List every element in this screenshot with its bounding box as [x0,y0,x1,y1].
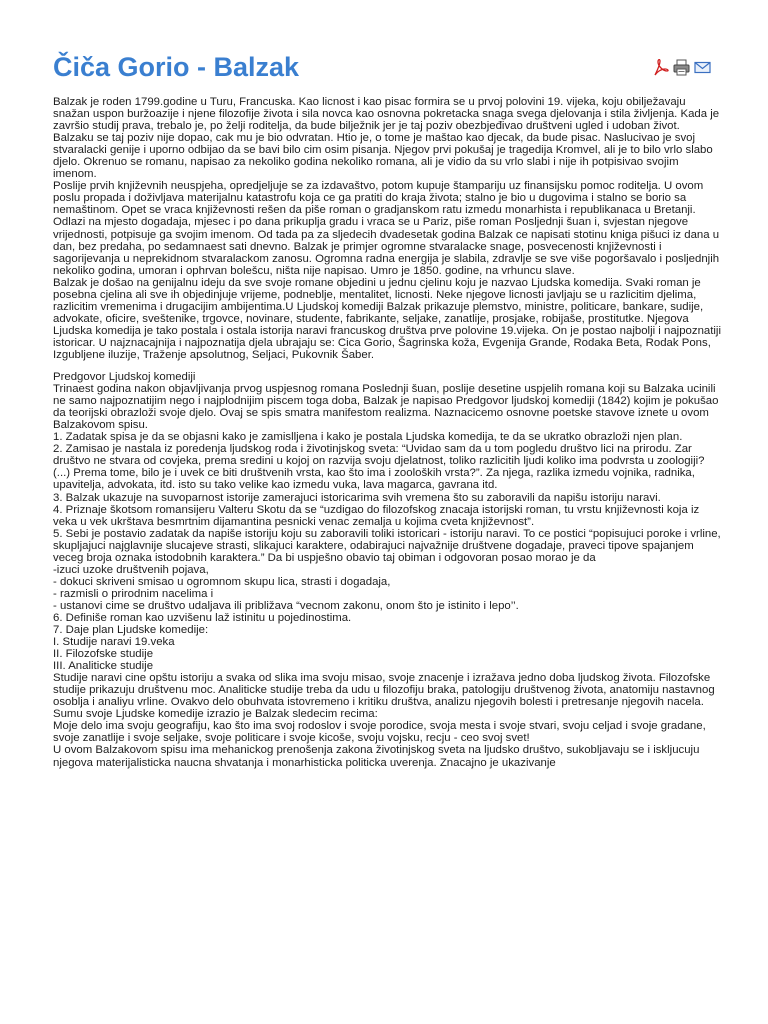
list-item: 1. Zadatak spisa je da se objasni kako je zamislljena i kako je postala Ljudska komedija, te da se ukratko obrazloži njen plan. [53,431,683,444]
paragraph-human-comedy: Balzak je došao na genijalnu ideju da sve svoje romane objedini u jednu cjelinu koju je nazvao Ljudska komedija. Svaki roman je posebna cjelina ali sve ih objedinjuje vrijeme, podneblje, mentalitet, licnosti. Neke njegove licnosti javljaju se u razlicitim djelima, razlicitim vremenima i drugacijim ambijentima.U Ljudskoj komediji Balzak prikazuje plemstvo, ministre, politicare, bankare, sudije, advokate, oficire, sveštenike, trgovce, novinare, studente, fabrikante, seljake, zanatlije, prosjake, robijaše, prostitutke. Njegova Ljudska komedija je tako postala i ostala istorija naravi francuskog društva prve polovine 19.vijeka. On je postao najbolji i najpoznatiji istoricar. U najznacajnija i najpoznatija djela ubrajaju se: Cica Gorio, Šagrinska koža, Evgenija Grande, Rodaka Beta, Rodak Pons, Izgubljene iluzije, Traženje apsolutnog, Seljaci, Pukovnik Šaber. [53,276,721,361]
paragraph-biography: Balzak je roden 1799.godine u Turu, Francuska. Kao licnost i kao pisac formira se u prvoj polovini 19. vijeka, koju obilježavaju snažan uspon buržoazije i njene filozofije života i sila novca kao osnovna pokretacka snaga svega djelovanja i stila življenja. Kada je završio studij prava, trebalo je, po želji roditelja, da bude bilježnik jer je taj poziv obezbjeđivao društveni ugled i udoban život. Balzaku se taj poziv nije dopao, cak mu je bio odvratan. Htio je, o tome je maštao kao djecak, da bude pisac. Naslucivao je svoj stvaralacki genije i uporno odbijao da se bavi bilo cim osim pisanja. Njegov prvi pokušaj je tragedija Kromvel, ali je to bilo vrlo slabo djelo. Okrenuo se romanu, napisao za nekoliko godina nekoliko romana, ali je vidio da su vrlo slabi i nije ih potpisivao svojim imenom. [53,96,720,181]
list-item: I. Studije naravi 19.veka [53,636,175,649]
toolbar [652,59,711,76]
list-item: 3. Balzak ukazuje na suvoparnost istorije zameraju​ci istoricarima svih vremena što su zaboravili da napišu istoriju naravi. [53,491,661,504]
spacer [53,361,721,371]
list-item: 5. Sebi je postavio zadatak da napiše istoriju koju su zaboravili toliki istoricari - istoriju naravi. To ce postici “popisujuci poroke i vrline, skupljajuci najglavnije slucajeve strasti, slikajuci karaktere, odabirajuci najvažnije društvene dogadaje, praveci tipove spajanjem veceg broja oznaka istodobnih karaktera.” Da bi uspješno obavio taj obiman i odgovoran posao morao je da [53,527,721,564]
list-item: -izuci uzoke društvenih pojava, [53,563,209,576]
paragraph-studies: Studije naravi cine opštu istoriju a svaka od slika ima svoju misao, svoje znacenje i izražava jedno doba ljudskog života. Filozofske studije prikazuju društvenu moc. Analiticke studije treba da udu u filozofiju braka, patologiju društvenog života, anatomiju nastavnog osoblja i analiyu vrline. Ovakvo delo obuhvata istovremeno i kritiku društva, analizu njegovih bolesti i pretresanje njegovih nacela. [53,672,715,709]
paragraph-summary: Sumu svoje Ljudske komedije izrazio je Balzak sledecim recima: [53,708,378,721]
list-item: - razmisli o prirodnim nacelima i [53,587,214,600]
list-item: 7. Daje plan Ljudske komedije: [53,624,209,637]
list-item: 4. Priznaje škotsom romansijeru Valteru Skotu da se “uzdigao do filozofskog znacaja istorijski roman, tu vrstu književnosti koja iz veka u vek ukrštava besmrtnim dijamantina pesnicki venac zemalja u kojima cveta književnost”. [53,503,700,528]
list-item: II. Filozofske studije [53,648,154,661]
print-icon[interactable] [673,59,690,76]
paragraph-quote: Moje delo ima svoju geografiju, kao što ima svoj rodoslov i svoje porodice, svoja mesta i svoje stvari, svoju celjad i svoje gradane, svoje zanatlije i svoje seljake, svoje politicare i svoje kicoše, svoju vojsku, recju - ceo svoj svet! [53,720,706,745]
pdf-icon[interactable] [652,59,669,76]
paragraph-preface: Trinaest godina nakon objavljivanja prvog uspjesnog romana Poslednji šuan, poslije desetine uspjelih romana koji su Balzaka ucinili ne samo najpoznatijim nego i najplodnijim piscem toga doba, Balzak je napisao Predgovor ljudskoj komediji (1842) kojim je pokušao da teorijski obrazloži svoje djelo. Ovaj se spis smatra manifestom realizma. Naznacicemo osnovne poetske stavove iznete u ovom Balzakovom spisu. [53,383,719,432]
page-title: Čiča Gorio - Balzak [53,52,300,82]
email-icon[interactable] [694,59,711,76]
section-heading: Predgovor Ljudskoj komediji [53,371,196,384]
paragraph-career: Poslije prvih književnih neuspjeha, opredjeljuje se za izdavaštvo, potom kupuje štampariju uz finansijsku pomoc roditelja. U ovom poslu propada i doživljava materijalnu katastrofu koja ce ga pratiti do kraja života; stalno je bio u dugovima i stalno se borio sa nemaštinom. Opet se vraca književnosti rešen da piše roman o gradjanskom ratu izmedu monarhista i republikanaca u Bretanji. Odlazi na mjesto dogadaja, mjesec i po dana prikuplja gradu i vraca se u Pariz, piše roman Posljednji šuan i, svjestan njegove vrijednosti, potpisuje ga svojim imenom. Od tada pa za sljedecih dvadesetak godina Balzak ce napisati stotinu kniga pišuci iz dana u dan, bez predaha, po sedamnaest sati dnevno. Balzak je primjer ogromne stvaralacke snage, posvecenosti književnosti i sagorijevanja u neprekidnom stvaralackom zanosu. Ogromna radna energija je slabila, zdravlje se sve više pogoršavalo i posljednjih nekoliko godina, umoran i ophrvan bolešcu, ništa nije napisao. Umro je 1850. godine, na vrhuncu slave. [53,180,720,277]
list-item: III. Analiticke studije [53,660,154,673]
list-item: - ustanovi cime se društvo udaljava ili približava “vecnom zakonu, onom što je istinito i lepo’’. [53,599,519,612]
list-item: - dokuci skriveni smisao u ogromnom skupu lica, strasti i dogadaja, [53,575,391,588]
list-item: 6. Definiše roman kao uzvišenu laž istinitu u pojedinostima. [53,611,352,624]
list-item: 2. Zamisao je nastala iz poredenja ljudskog roda i životinjskog sveta: “Uvidao sam da u tom pogledu društvo lici na prirodu. Zar društvo ne stvara od covjeka, prema sredini u kojoj on razvija svoju djelatnost, toliko razlicitih ljudi koliko ima podvrsta u zoologiji? (...) Prema tome, bilo je i uvek ce biti društvenih vrsta, kao što ima i zooloških vrsta?”. Za njega, razlika izmedu vojnika, radnika, upavitelja, advokata, itd. isto su tako velike kao izmedu vuka, lava magarca, gavrana itd. [53,443,705,492]
paragraph-conclusion: U ovom Balzakovom spisu ima mehanickog prenošenja zakona životinjskog sveta na ljudsko društvo, sukobljavaju se i iskljucuju njegova materijalisticka naucna shvatanja i monarhisticka politicka uverenja. Znacajno je ukazivanje [53,744,700,769]
article-body [53,96,721,769]
